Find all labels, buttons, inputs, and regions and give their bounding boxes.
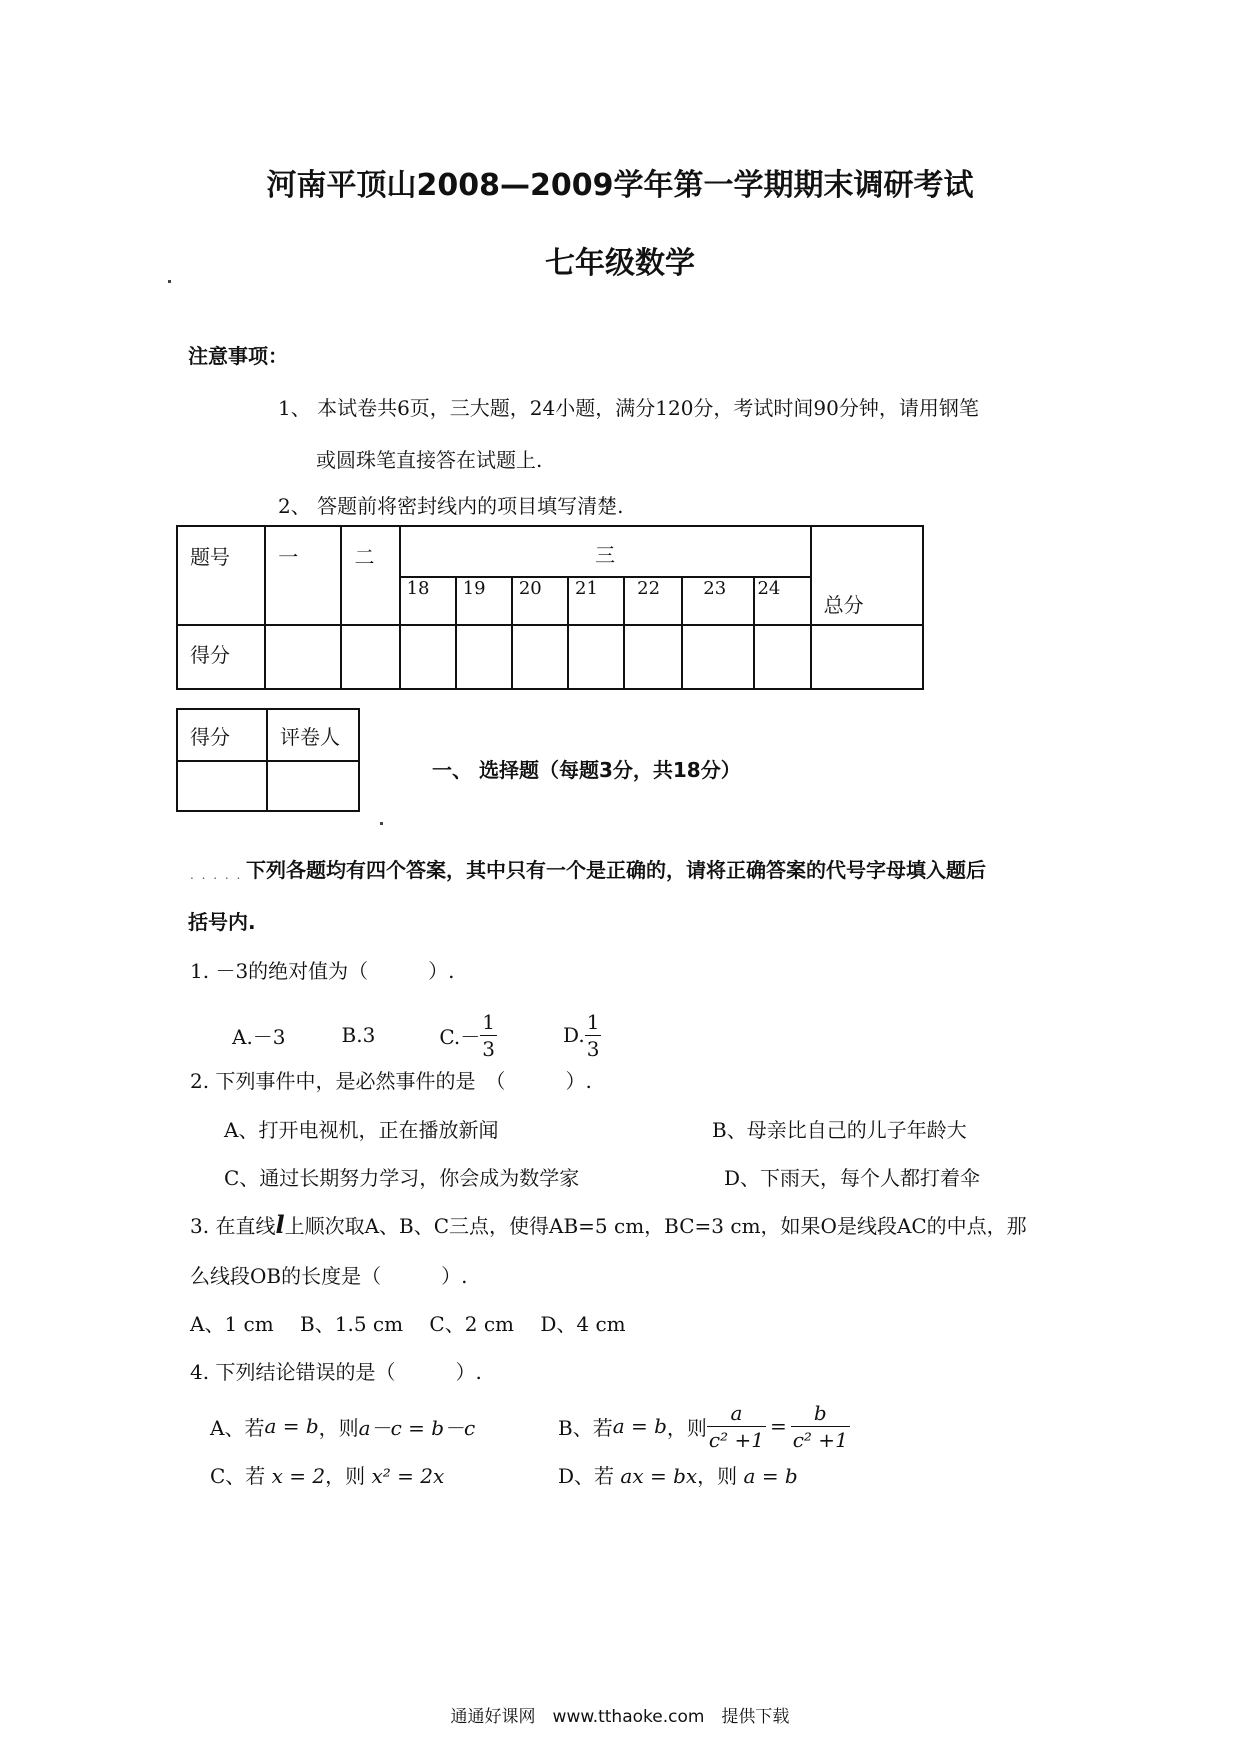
notice-item-2: 2、 答题前将密封线内的项目填写清楚. xyxy=(278,494,624,518)
exam-title: 河南平顶山2008—2009学年第一学期期末调研考试 xyxy=(266,168,974,203)
q4-option-d xyxy=(558,1460,798,1489)
score-table-sub-col: 21 xyxy=(575,577,598,599)
q4-b-fraction-left xyxy=(707,1400,766,1453)
q4-d-condition: ax = bx xyxy=(620,1464,698,1488)
fraction-denominator: c² +1 xyxy=(708,1427,764,1452)
fraction-numerator: b xyxy=(791,1400,850,1427)
q4-d-prefix: D、若 xyxy=(558,1464,621,1488)
score-cell xyxy=(341,625,399,689)
section-1-instructions-line-1: 下列各题均有四个答案，其中只有一个是正确的，请将正确答案的代号字母填入题后 xyxy=(246,858,986,882)
notice-item-1-line-1: 1、 本试卷共6页，三大题，24小题，满分120分，考试时间90分钟，请用钢笔 xyxy=(278,396,979,420)
q4-a-prefix: A、若 xyxy=(210,1415,265,1440)
fraction-denominator: 3 xyxy=(586,1036,600,1061)
question-2-stem: 2. 下列事件中，是必然事件的是 （ ）. xyxy=(190,1069,592,1093)
question-3-stem-line-2: 么线段OB的长度是（ ）. xyxy=(190,1264,468,1288)
score-table-row-label-question: 题号 xyxy=(190,545,230,569)
q4-option-a xyxy=(210,1396,475,1456)
grader-name-cell xyxy=(267,761,359,811)
q1-option-d-fraction xyxy=(585,1009,602,1062)
score-table-sub-col: 19 xyxy=(462,577,486,599)
fraction-denominator: c² +1 xyxy=(792,1427,848,1452)
score-table-sub-col: 23 xyxy=(703,577,727,599)
q4-b-prefix: B、若 xyxy=(558,1415,613,1440)
grader-table xyxy=(176,708,360,812)
score-table-col-1: 一 xyxy=(278,545,299,569)
grader-table-grader-label: 评卷人 xyxy=(280,724,340,749)
stray-dot xyxy=(380,822,383,825)
score-cell xyxy=(811,625,923,689)
question-1-options xyxy=(232,1005,601,1065)
q4-d-then: ，则 xyxy=(697,1464,744,1488)
stray-dot xyxy=(168,280,171,283)
q2-option-c: C、通过长期努力学习，你会成为数学家 xyxy=(224,1166,580,1190)
q4-b-fraction-right xyxy=(791,1400,850,1453)
score-cell xyxy=(265,625,341,689)
score-table-sub-col: 22 xyxy=(637,577,661,599)
score-cell xyxy=(512,625,568,689)
fraction-numerator: 1 xyxy=(586,1009,600,1034)
q2-option-d: D、下雨天，每个人都打着伞 xyxy=(724,1166,981,1190)
score-cell xyxy=(568,625,624,689)
q4-a-condition: a = b xyxy=(264,1414,319,1438)
score-table xyxy=(176,525,924,690)
fraction-denominator: 3 xyxy=(482,1036,495,1061)
question-1-stem: 1. －3的绝对值为（ ）. xyxy=(190,959,455,983)
score-cell xyxy=(456,625,512,689)
q4-a-result: a－c = b－c xyxy=(358,1415,476,1440)
q4-b-equals: = xyxy=(769,1414,787,1438)
notice-item-1-line-2: 或圆珠笔直接答在试题上. xyxy=(316,448,543,472)
q1-option-b: B.3 xyxy=(341,1023,376,1047)
q1-option-a: A.－3 xyxy=(232,1024,286,1049)
score-table-total: 总分 xyxy=(823,593,864,617)
question-3-stem xyxy=(190,1210,1027,1239)
q1-option-d-prefix: D. xyxy=(563,1023,585,1047)
grader-score-cell xyxy=(177,761,267,811)
question-4-stem: 4. 下列结论错误的是（ ）. xyxy=(190,1360,482,1384)
score-cell xyxy=(400,625,456,689)
grader-table-score-label: 得分 xyxy=(190,724,230,749)
score-cell xyxy=(624,625,682,689)
q4-b-then: ，则 xyxy=(666,1415,707,1440)
score-table-row-label-score: 得分 xyxy=(190,642,230,667)
q4-option-c xyxy=(210,1460,444,1489)
score-table-sub-col: 24 xyxy=(757,577,781,599)
page-footer: 通通好课网 www.tthaoke.com 提供下载 xyxy=(450,1707,790,1727)
exam-subtitle: 七年级数学 xyxy=(545,246,695,281)
q3-line-variable: l xyxy=(275,1210,285,1239)
score-table-col-2: 二 xyxy=(354,545,375,569)
q4-option-b xyxy=(558,1396,850,1456)
question-3-options: A、1 cm B、1.5 cm C、2 cm D、4 cm xyxy=(190,1312,626,1336)
leader-dots: . . . . . xyxy=(190,868,243,882)
q4-b-condition: a = b xyxy=(612,1414,667,1438)
q4-c-prefix: C、若 xyxy=(210,1464,272,1488)
q4-a-then: ，则 xyxy=(318,1415,359,1440)
section-1-title: 一、 选择题（每题3分，共18分） xyxy=(432,758,741,782)
q2-option-a: A、打开电视机，正在播放新闻 xyxy=(224,1118,499,1142)
score-table-sub-col: 18 xyxy=(406,577,430,599)
q1-option-c-fraction xyxy=(480,1009,497,1062)
notice-heading: 注意事项： xyxy=(188,344,288,368)
score-table-sub-col: 20 xyxy=(518,577,542,599)
q3-stem-pre: 3. 在直线 xyxy=(190,1214,276,1238)
section-1-instructions-line-2: 括号内. xyxy=(188,910,256,934)
q4-c-condition: x = 2 xyxy=(271,1464,326,1488)
q4-c-result: x² = 2x xyxy=(371,1464,445,1488)
q2-option-b: B、母亲比自己的儿子年龄大 xyxy=(712,1118,967,1142)
score-cell xyxy=(754,625,810,689)
fraction-numerator: a xyxy=(707,1400,766,1427)
q4-c-then: ，则 xyxy=(325,1464,372,1488)
score-cell xyxy=(682,625,754,689)
q1-option-c-prefix: C.－ xyxy=(439,1024,481,1049)
score-table-col-3: 三 xyxy=(595,543,616,567)
q3-stem-post: 上顺次取A、B、C三点，使得AB=5 cm，BC=3 cm，如果O是线段AC的中点，那 xyxy=(284,1214,1027,1238)
q4-d-result: a = b xyxy=(743,1464,798,1488)
fraction-numerator: 1 xyxy=(482,1009,495,1034)
